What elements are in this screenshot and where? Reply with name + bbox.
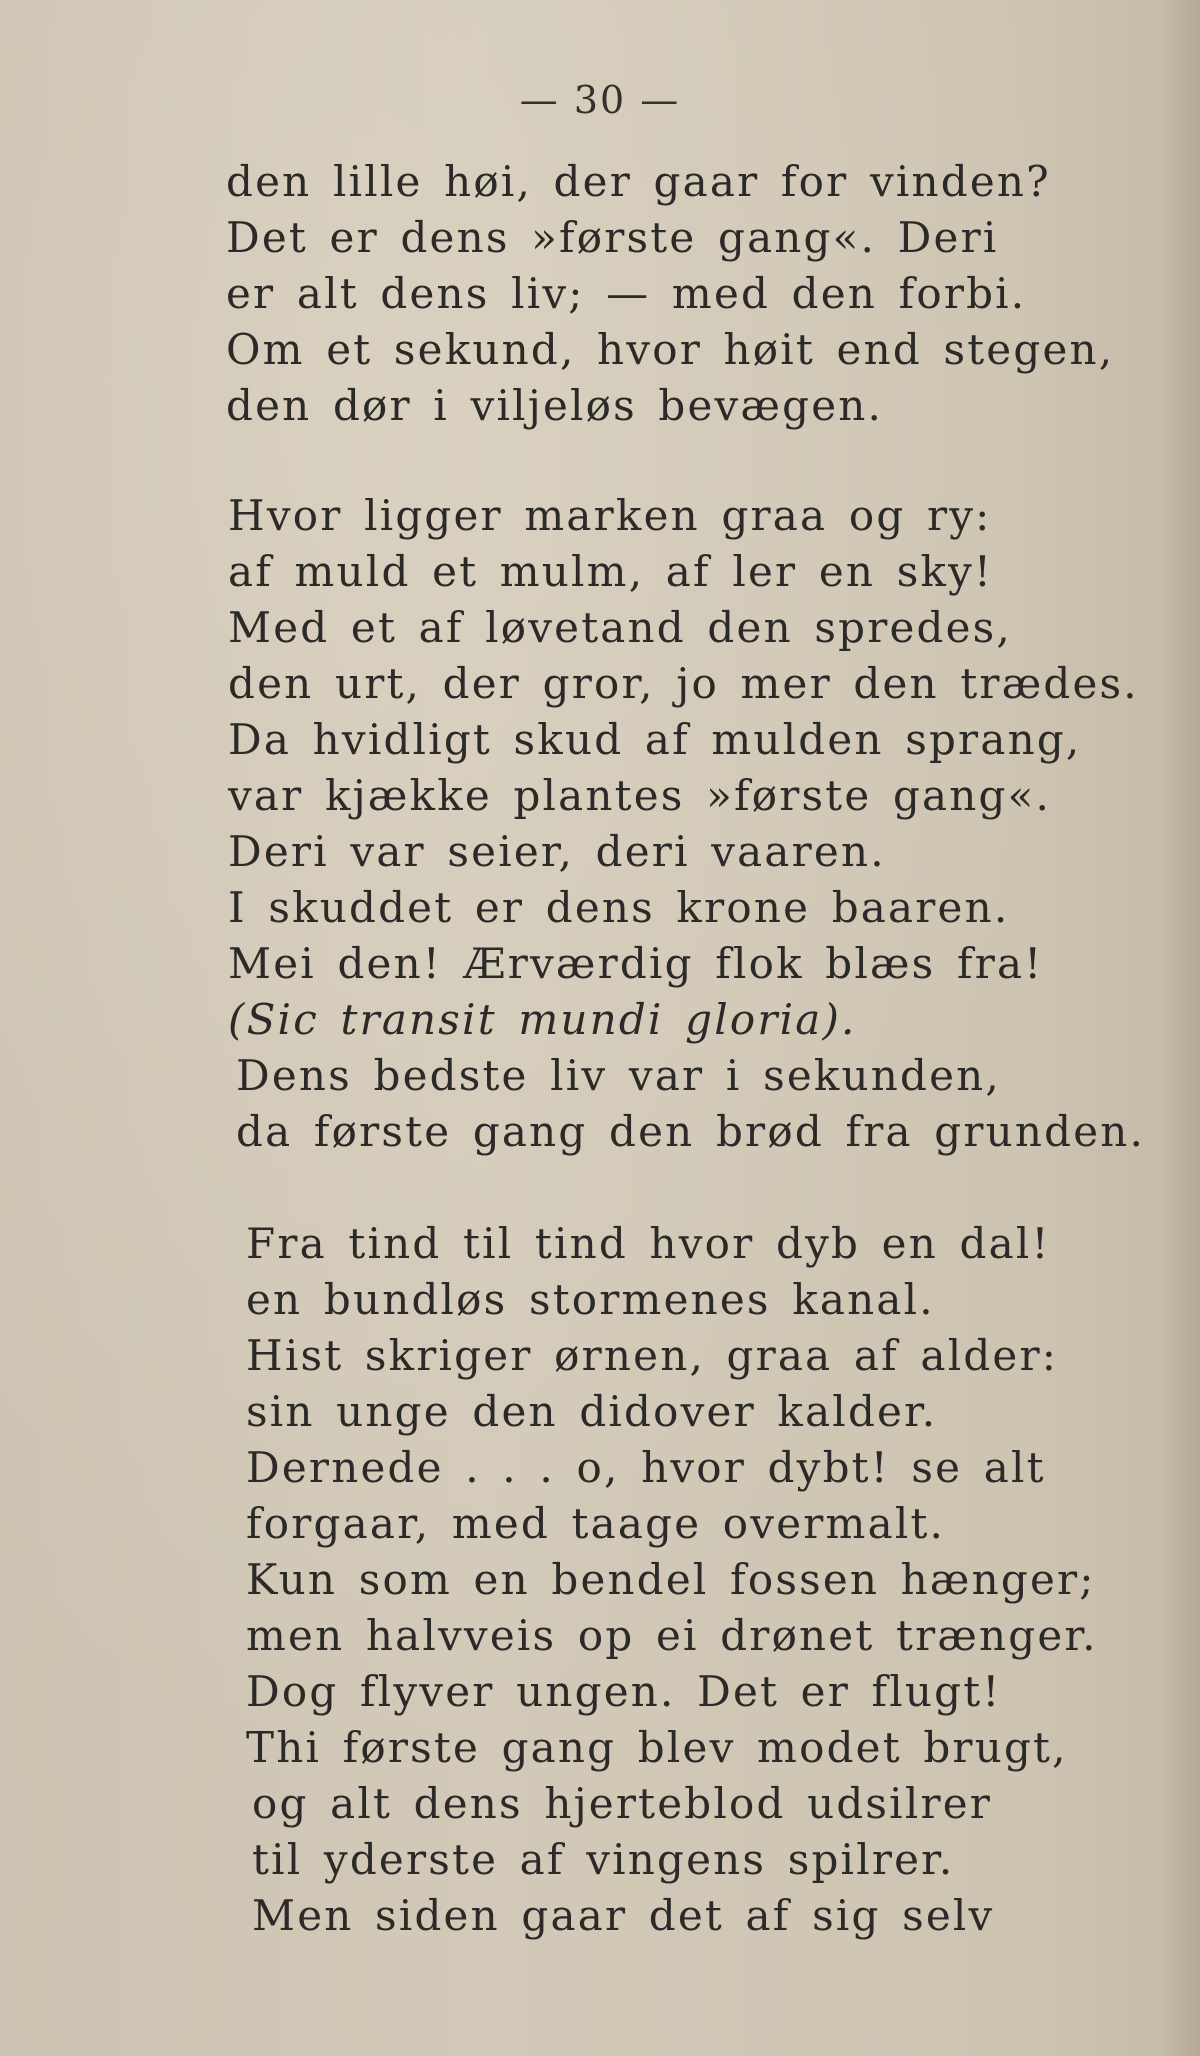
- poem-line: I skuddet er dens krone baaren.: [228, 883, 1010, 932]
- poem-line: Men siden gaar det af sig selv: [252, 1891, 995, 1940]
- stanza-1: [226, 154, 1200, 434]
- poem-line: Hist skriger ørnen, graa af alder:: [246, 1331, 1059, 1380]
- poem-line: Deri var seier, deri vaaren.: [228, 827, 886, 876]
- poem-line: Om et sekund, hvor høit end stegen,: [226, 325, 1115, 374]
- poem-line: er alt dens liv; — med den forbi.: [226, 269, 1027, 318]
- poem-line: en bundløs stormenes kanal.: [246, 1275, 935, 1324]
- poem-line: Hvor ligger marken graa og ry:: [228, 491, 992, 540]
- poem-line: den dør i viljeløs bevægen.: [226, 381, 884, 430]
- poem-line-italic: (Sic transit mundi gloria).: [228, 995, 857, 1044]
- poem-line: Da hvidligt skud af mulden sprang,: [228, 715, 1082, 764]
- poem-line: og alt dens hjerteblod udsilrer: [252, 1779, 993, 1828]
- poem-line: til yderste af vingens spilrer.: [252, 1835, 955, 1884]
- stanza-2: [228, 488, 1200, 1160]
- poem-line: men halvveis op ei drønet trænger.: [246, 1611, 1098, 1660]
- poem-line: Dog flyver ungen. Det er flugt!: [246, 1667, 1002, 1716]
- page-number: — 30 —: [519, 78, 681, 122]
- poem-line: sin unge den didover kalder.: [246, 1387, 938, 1436]
- poem-text: [0, 154, 1200, 1944]
- poem-line: Mei den! Ærværdig flok blæs fra!: [228, 939, 1044, 988]
- poem-line: Fra tind til tind hvor dyb en dal!: [246, 1219, 1051, 1268]
- poem-line: Kun som en bendel fossen hænger;: [246, 1555, 1096, 1604]
- stanza-3: [246, 1216, 1200, 1944]
- poem-line: Thi første gang blev modet brugt,: [246, 1723, 1068, 1772]
- poem-line: var kjække plantes »første gang«.: [228, 771, 1052, 820]
- poem-line: Med et af løvetand den spredes,: [228, 603, 1012, 652]
- poem-line: forgaar, med taage overmalt.: [246, 1499, 946, 1548]
- poem-line: Dernede . . . o, hvor dybt! se alt: [246, 1443, 1046, 1492]
- poem-line: da første gang den brød fra grunden.: [236, 1107, 1146, 1156]
- poem-line: Det er dens »første gang«. Deri: [226, 213, 999, 262]
- poem-line: af muld et mulm, af ler en sky!: [228, 547, 994, 596]
- poem-line: den urt, der gror, jo mer den trædes.: [228, 659, 1139, 708]
- poem-line: Dens bedste liv var i sekunden,: [236, 1051, 1001, 1100]
- poem-line: den lille høi, der gaar for vinden?: [226, 157, 1051, 206]
